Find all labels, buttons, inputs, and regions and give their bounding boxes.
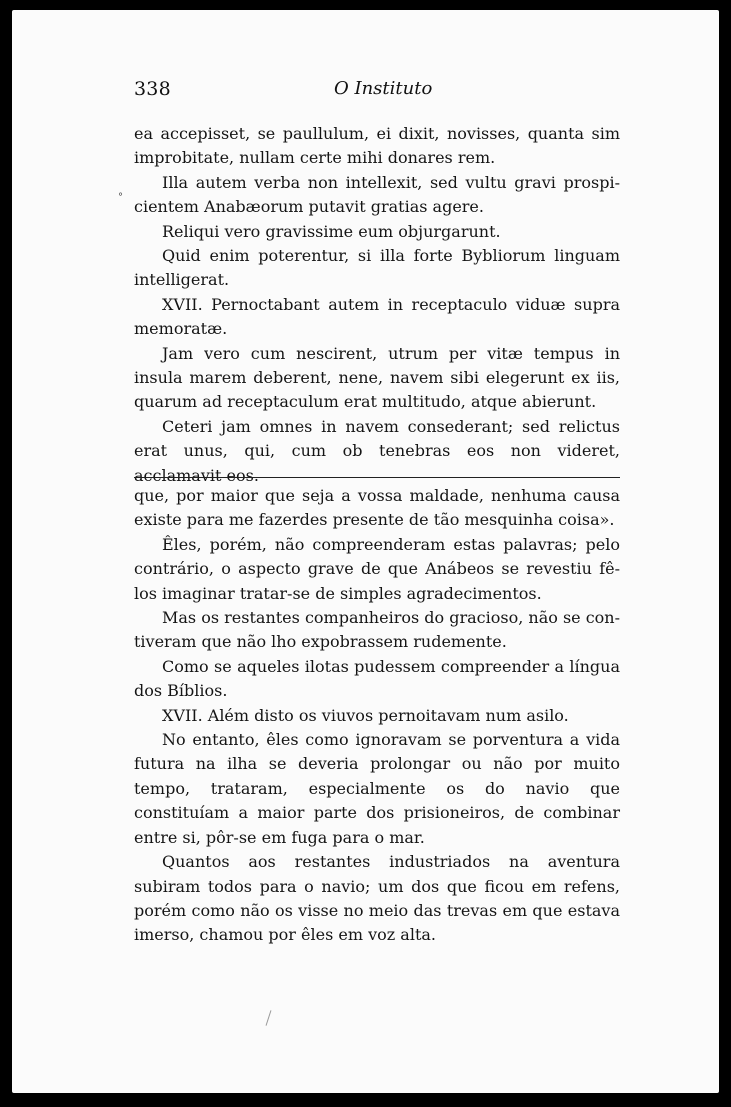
latin-paragraph: ea accepisset, se paullulum, ei dixit, novisses, quanta sim improbitate, nullam certe mihi donares rem. (134, 124, 620, 168)
latin-paragraph: XVII. Pernoctabant autem in receptaculo viduæ supra memoratæ. (134, 294, 620, 339)
latin-paragraph: Ceteri jam omnes in navem consederant; sed relictus erat unus, qui, cum ob tenebras eos non videret, acclamavit eos. (134, 416, 620, 485)
portuguese-paragraph: XVII. Além disto os viuvos pernoitavam num asilo. (162, 705, 569, 725)
page-number: 338 (134, 78, 171, 100)
section-divider (134, 477, 620, 478)
running-title: O Instituto (334, 78, 433, 99)
page-header (134, 78, 620, 108)
latin-paragraph: Jam vero cum nescirent, utrum per vitæ tempus in insula marem deberent, nene, navem sibi elegerunt ex iis, quarum ad receptaculum erat multitudo, atque abierunt. (134, 343, 620, 412)
portuguese-paragraph: Como se aqueles ilotas pudessem compreender a língua dos Bíblios. (134, 656, 620, 701)
portuguese-paragraph: Quantos aos restantes industriados na aventura subiram todos para o navio; um dos que ficou em refens, porém como não os visse no meio das trevas em que estava imerso, chamou por êles em voz alta. (134, 852, 620, 945)
portuguese-text (134, 484, 620, 948)
portuguese-paragraph: que, por maior que seja a vossa maldade, nenhuma causa existe para me fazerdes presente de tão mesquinha coisa». (134, 486, 620, 530)
latin-paragraph: Quid enim poterentur, si illa forte Bybliorum linguam intelligerat. (134, 246, 620, 290)
portuguese-paragraph: Êles, porém, não compreenderam estas palavras; pelo contrário, o aspecto grave de que Anábeos se revestiu fê-los imaginar tratar-se de simples agradecimentos. (134, 534, 620, 603)
latin-paragraph: Illa autem verba non intellexit, sed vultu gravi prospicientem Anabæorum putavit gratias agere. (134, 172, 620, 217)
latin-paragraph: Reliqui vero gravissime eum objurgarunt. (162, 221, 501, 241)
latin-text (134, 122, 620, 488)
portuguese-paragraph: No entanto, êles como ignoravam se porventura a vida futura na ilha se deveria prolongar ou não por muito tempo, trataram, especialmente os do navio que constituíam a maior parte dos prisioneiros, de combinar entre si, pôr-se em fuga para o mar. (134, 730, 620, 847)
margin-mark: ° (118, 192, 123, 203)
portuguese-paragraph: Mas os restantes companheiros do gracioso, não se contiveram que não lho expobrassem rudemente. (134, 608, 621, 652)
